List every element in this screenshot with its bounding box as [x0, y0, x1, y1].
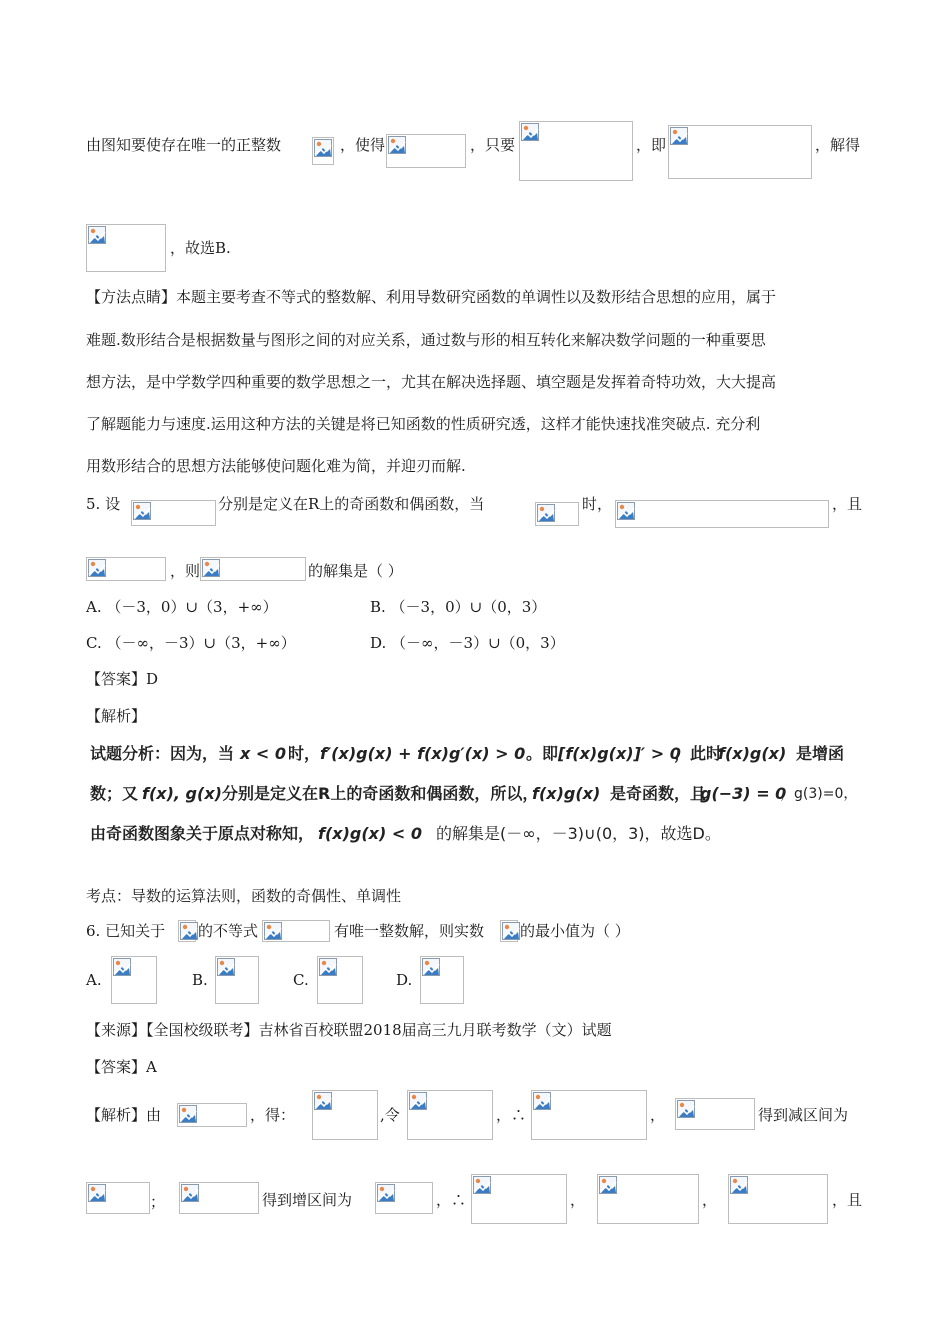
formula-image — [317, 956, 363, 1004]
q6-s1d: ，∴ — [496, 1106, 527, 1124]
text-para1-a: 由图知要使存在唯一的正整数 — [86, 136, 282, 154]
q5-text-d: ，且 — [832, 495, 863, 513]
scan-s1h: f(x)g(x) — [718, 744, 787, 763]
scan-s2a: 数；又 — [90, 784, 139, 803]
broken-image-icon — [537, 504, 555, 522]
q6-answer: 【答案】A — [86, 1058, 157, 1076]
q5-option-c: C. （－∞，－3）∪（3，+∞） — [86, 634, 296, 652]
q6-option-c: C. — [293, 971, 309, 989]
formula-image — [177, 1103, 247, 1127]
q5-text-b: 分别是定义在R上的奇函数和偶函数，当 — [218, 495, 485, 513]
formula-image — [407, 1090, 493, 1140]
broken-image-icon — [377, 1184, 395, 1202]
broken-image-icon — [113, 958, 131, 976]
scan-s1c: 时， — [288, 744, 321, 763]
broken-image-icon — [133, 502, 151, 520]
formula-image — [86, 1182, 150, 1214]
broken-image-icon — [179, 1105, 197, 1123]
broken-image-icon — [180, 922, 198, 940]
q5-text-e: ，则 — [170, 562, 201, 580]
scan-s1b: x < 0 — [240, 744, 286, 763]
formula-image — [375, 1182, 433, 1214]
broken-image-icon — [181, 1184, 199, 1202]
broken-image-icon — [264, 922, 282, 940]
formula-image — [519, 121, 633, 181]
broken-image-icon — [422, 958, 440, 976]
broken-image-icon — [388, 136, 406, 154]
formula-image — [668, 125, 812, 179]
q6-s1b: ，得： — [250, 1106, 296, 1124]
method-line-4: 了解题能力与速度.运用这种方法的关键是将已知函数的性质研究透，这样才能快速找准突破点. 充分利 — [86, 415, 761, 433]
q6-option-b: B. — [192, 971, 208, 989]
q6-s1a: 【解析】由 — [86, 1106, 162, 1124]
formula-image — [86, 557, 166, 581]
q6-text-c: 有唯一整数解，则实数 — [334, 922, 485, 940]
formula-image — [535, 502, 579, 526]
scan-s1i: 是增函 — [796, 744, 845, 763]
q5-answer: 【答案】D — [86, 670, 159, 688]
q6-text-d: 的最小值为（ ） — [520, 922, 630, 940]
broken-image-icon — [533, 1092, 551, 1110]
formula-image — [86, 224, 166, 272]
broken-image-icon — [88, 1184, 106, 1202]
method-line-2: 难题.数形结合是根据数量与图形之间的对应关系，通过数与形的相互转化来解决数学问题的一种重要思 — [86, 331, 766, 349]
scan-s2c: 分别是定义在R上的奇函数和偶函数，所以， — [222, 784, 539, 803]
broken-image-icon — [202, 559, 220, 577]
q5-option-d: D. （－∞，－3）∪（0，3） — [370, 634, 565, 652]
formula-image — [728, 1174, 828, 1224]
formula-image — [215, 956, 259, 1004]
formula-image — [312, 137, 334, 165]
q6-s2c: ，∴ — [436, 1191, 467, 1209]
scan-s3a: 由奇函数图象关于原点对称知， — [90, 824, 315, 843]
broken-image-icon — [521, 123, 539, 141]
broken-image-icon — [314, 1092, 332, 1110]
scan-s1e: 。即 — [526, 744, 559, 763]
q6-option-a: A. — [86, 971, 102, 989]
formula-image — [262, 920, 330, 942]
formula-image — [131, 500, 216, 526]
scan-s3c: 的解集是(－∞，－3)∪(0，3)，故选D。 — [436, 824, 721, 843]
analysis-scan-block — [86, 740, 866, 850]
text-para1b-a: ，故选B. — [170, 239, 231, 257]
broken-image-icon — [88, 226, 106, 244]
q5-text-f: 的解集是（ ） — [308, 562, 403, 580]
text-para1-e: ，解得 — [815, 136, 861, 154]
q6-s2b: 得到增区间为 — [262, 1191, 353, 1209]
q6-s2a: ； — [150, 1193, 166, 1211]
formula-image — [500, 920, 518, 942]
text-para1-b: ，使得 — [340, 136, 386, 154]
formula-image — [386, 134, 466, 168]
broken-image-icon — [314, 139, 332, 157]
method-line-3: 想方法，是中学数学四种重要的数学思想之一，尤其在解决选择题、填空题是发挥着奇特功效，大大提高 — [86, 373, 777, 391]
formula-image — [200, 557, 306, 581]
broken-image-icon — [502, 922, 520, 940]
scan-s2d: f(x)g(x) — [532, 784, 601, 803]
q5-text-c: 时， — [582, 495, 613, 513]
scan-s3b: f(x)g(x) < 0 — [318, 824, 422, 843]
scan-s2e: 是奇函数，且 — [610, 784, 707, 803]
broken-image-icon — [677, 1100, 695, 1118]
scan-s1g: ，此时 — [674, 744, 723, 763]
formula-image — [597, 1174, 699, 1224]
broken-image-icon — [473, 1176, 491, 1194]
method-line-5: 用数形结合的思想方法能够使问题化难为简，并迎刃而解. — [86, 457, 466, 475]
scan-s2b: f(x), g(x) — [142, 784, 222, 803]
text-para1-d: ，即 — [636, 136, 667, 154]
q6-text-b: 的不等式 — [198, 922, 259, 940]
scan-s1d: f′(x)g(x) + f(x)g′(x) > 0 — [320, 744, 526, 763]
q5-option-a: A. （－3，0）∪（3，+∞） — [86, 598, 278, 616]
formula-image — [111, 956, 157, 1004]
q6-s2d: ， — [570, 1191, 586, 1209]
q5-analysis-label: 【解析】 — [86, 707, 147, 725]
broken-image-icon — [409, 1092, 427, 1110]
q6-s2f: ，且 — [832, 1191, 863, 1209]
formula-image — [312, 1090, 378, 1140]
broken-image-icon — [319, 958, 337, 976]
q6-s2e: ， — [702, 1191, 718, 1209]
formula-image — [178, 920, 196, 942]
scan-s2g: ，g(3)=0， — [780, 786, 858, 802]
broken-image-icon — [599, 1176, 617, 1194]
q5-kaodian: 考点：导数的运算法则，函数的奇偶性、单调性 — [86, 887, 402, 905]
formula-image — [675, 1098, 755, 1130]
formula-image — [615, 500, 829, 528]
q6-s1e: ， — [650, 1106, 666, 1124]
scan-s1a: 试题分析：因为，当 — [90, 744, 235, 763]
scan-s1f: [f(x)g(x)]′ > 0 — [558, 744, 681, 763]
q6-s1c: ,令 — [380, 1106, 400, 1124]
text-para1-c: ，只要 — [470, 136, 516, 154]
q5-text-a: 5. 设 — [86, 495, 121, 513]
broken-image-icon — [670, 127, 688, 145]
method-line-1: 【方法点睛】本题主要考查不等式的整数解、利用导数研究函数的单调性以及数形结合思想的应用，属于 — [86, 288, 777, 306]
broken-image-icon — [730, 1176, 748, 1194]
formula-image — [179, 1182, 259, 1214]
broken-image-icon — [617, 502, 635, 520]
formula-image — [531, 1090, 647, 1140]
scan-s2f: g(−3) = 0 — [700, 784, 787, 803]
q6-s1f: 得到减区间为 — [758, 1106, 849, 1124]
q6-text-a: 6. 已知关于 — [86, 922, 166, 940]
q6-option-d: D. — [396, 971, 413, 989]
broken-image-icon — [217, 958, 235, 976]
q6-source: 【来源】【全国校级联考】吉林省百校联盟2018届高三九月联考数学（文）试题 — [86, 1021, 612, 1039]
formula-image — [420, 956, 464, 1004]
q5-option-b: B. （－3，0）∪（0，3） — [370, 598, 547, 616]
formula-image — [471, 1174, 567, 1224]
broken-image-icon — [88, 559, 106, 577]
